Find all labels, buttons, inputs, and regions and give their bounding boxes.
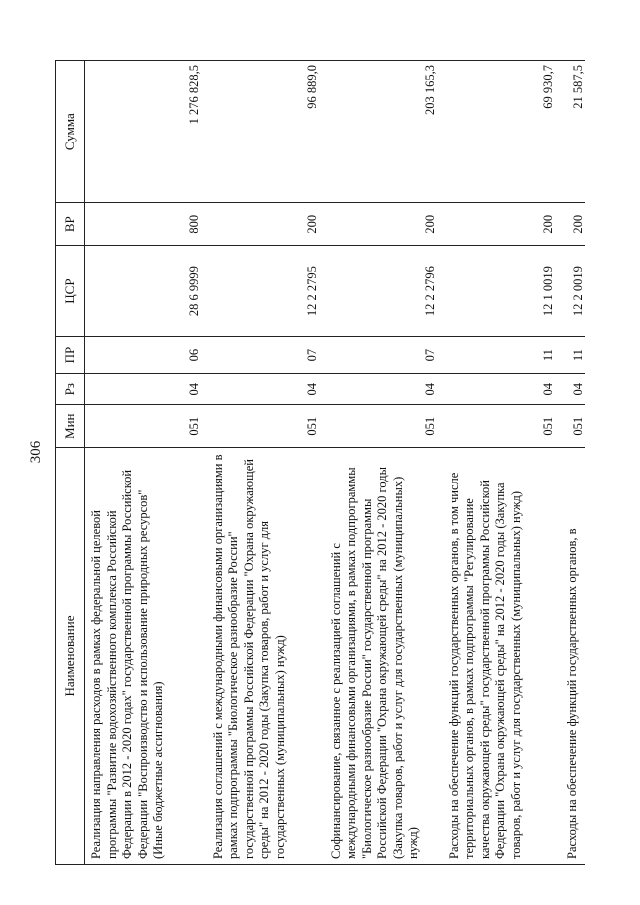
- header-csr: ЦСР: [56, 246, 85, 337]
- row-csr: 12 1 0019: [443, 246, 561, 337]
- table-row: [85, 61, 207, 865]
- row-csr: 12 2 2795: [207, 246, 325, 337]
- row-rz: 04: [443, 374, 561, 405]
- page-number: 306: [28, 440, 44, 464]
- row-rz: 04: [561, 374, 586, 405]
- row-min: 051: [85, 405, 207, 448]
- row-sum: 21 587,5: [561, 61, 586, 203]
- row-rz: 04: [325, 374, 443, 405]
- row-pr: 11: [561, 337, 586, 374]
- row-vr: 200: [207, 203, 325, 246]
- row-name: Расходы на обеспечение функций государственных органов, в том числе территориальных органов, в рамках подпрограммы "Регулирование качества окружающей среды" государственной программы Российской Федерации "Охрана окружающей среды" на 2012 - 2020 годы (Закупка товаров, работ и услуг для государственных (муниципальных) нужд): [443, 448, 561, 865]
- header-name: Наименование: [56, 448, 85, 865]
- row-csr: 28 6 9999: [85, 246, 207, 337]
- row-vr: 200: [561, 203, 586, 246]
- row-sum: 203 165,3: [325, 61, 443, 203]
- row-min: 051: [325, 405, 443, 448]
- budget-table-sheet: [55, 60, 585, 865]
- row-name: Расходы на обеспечение функций государственных органов, в: [561, 448, 586, 865]
- table-row: [561, 61, 586, 865]
- row-min: 051: [443, 405, 561, 448]
- row-min: 051: [561, 405, 586, 448]
- row-csr: 12 2 2796: [325, 246, 443, 337]
- row-csr: 12 2 0019: [561, 246, 586, 337]
- table-row: [443, 61, 561, 865]
- row-rz: 04: [207, 374, 325, 405]
- row-pr: 07: [207, 337, 325, 374]
- row-rz: 04: [85, 374, 207, 405]
- row-vr: 800: [85, 203, 207, 246]
- row-vr: 200: [325, 203, 443, 246]
- row-pr: 07: [325, 337, 443, 374]
- row-vr: 200: [443, 203, 561, 246]
- row-pr: 11: [443, 337, 561, 374]
- row-min: 051: [207, 405, 325, 448]
- row-sum: 96 889,0: [207, 61, 325, 203]
- row-name: Реализация соглашений с международными финансовыми организациями в рамках подпрограммы "Биологическое разнообразие России" государственной программы Российской Федерации "Охрана окружающей среды" на 2012 - 2020 годы (Закупка товаров, работ и услуг для государственных (муниципальных) нужд): [207, 448, 325, 865]
- row-sum: 1 276 828,5: [85, 61, 207, 203]
- header-vr: ВР: [56, 203, 85, 246]
- table-row: [325, 61, 443, 865]
- table-row: [207, 61, 325, 865]
- budget-table: [55, 60, 585, 865]
- row-sum: 69 930,7: [443, 61, 561, 203]
- header-rz: Рз: [56, 374, 85, 405]
- header-min: Мин: [56, 405, 85, 448]
- table-header-row: [56, 61, 85, 865]
- row-name: Софинансирование, связанное с реализацией соглашений с международными финансовыми организациями, в рамках подпрограммы "Биологическое разнообразие России" государственной программы Российской Федерации "Охрана окружающей среды" на 2012 - 2020 годы (Закупка товаров, работ и услуг для государственных (муниципальных) нужд): [325, 448, 443, 865]
- header-pr: ПР: [56, 337, 85, 374]
- row-pr: 06: [85, 337, 207, 374]
- row-name: Реализация направления расходов в рамках федеральной целевой программы "Развитие водохозяйственного комплекса Российской Федерации в 2012 - 2020 годах" государственной программы Российской Федерации "Воспроизводство и использование природных ресурсов" (Иные бюджетные ассигнования): [85, 448, 207, 865]
- header-sum: Сумма: [56, 61, 85, 203]
